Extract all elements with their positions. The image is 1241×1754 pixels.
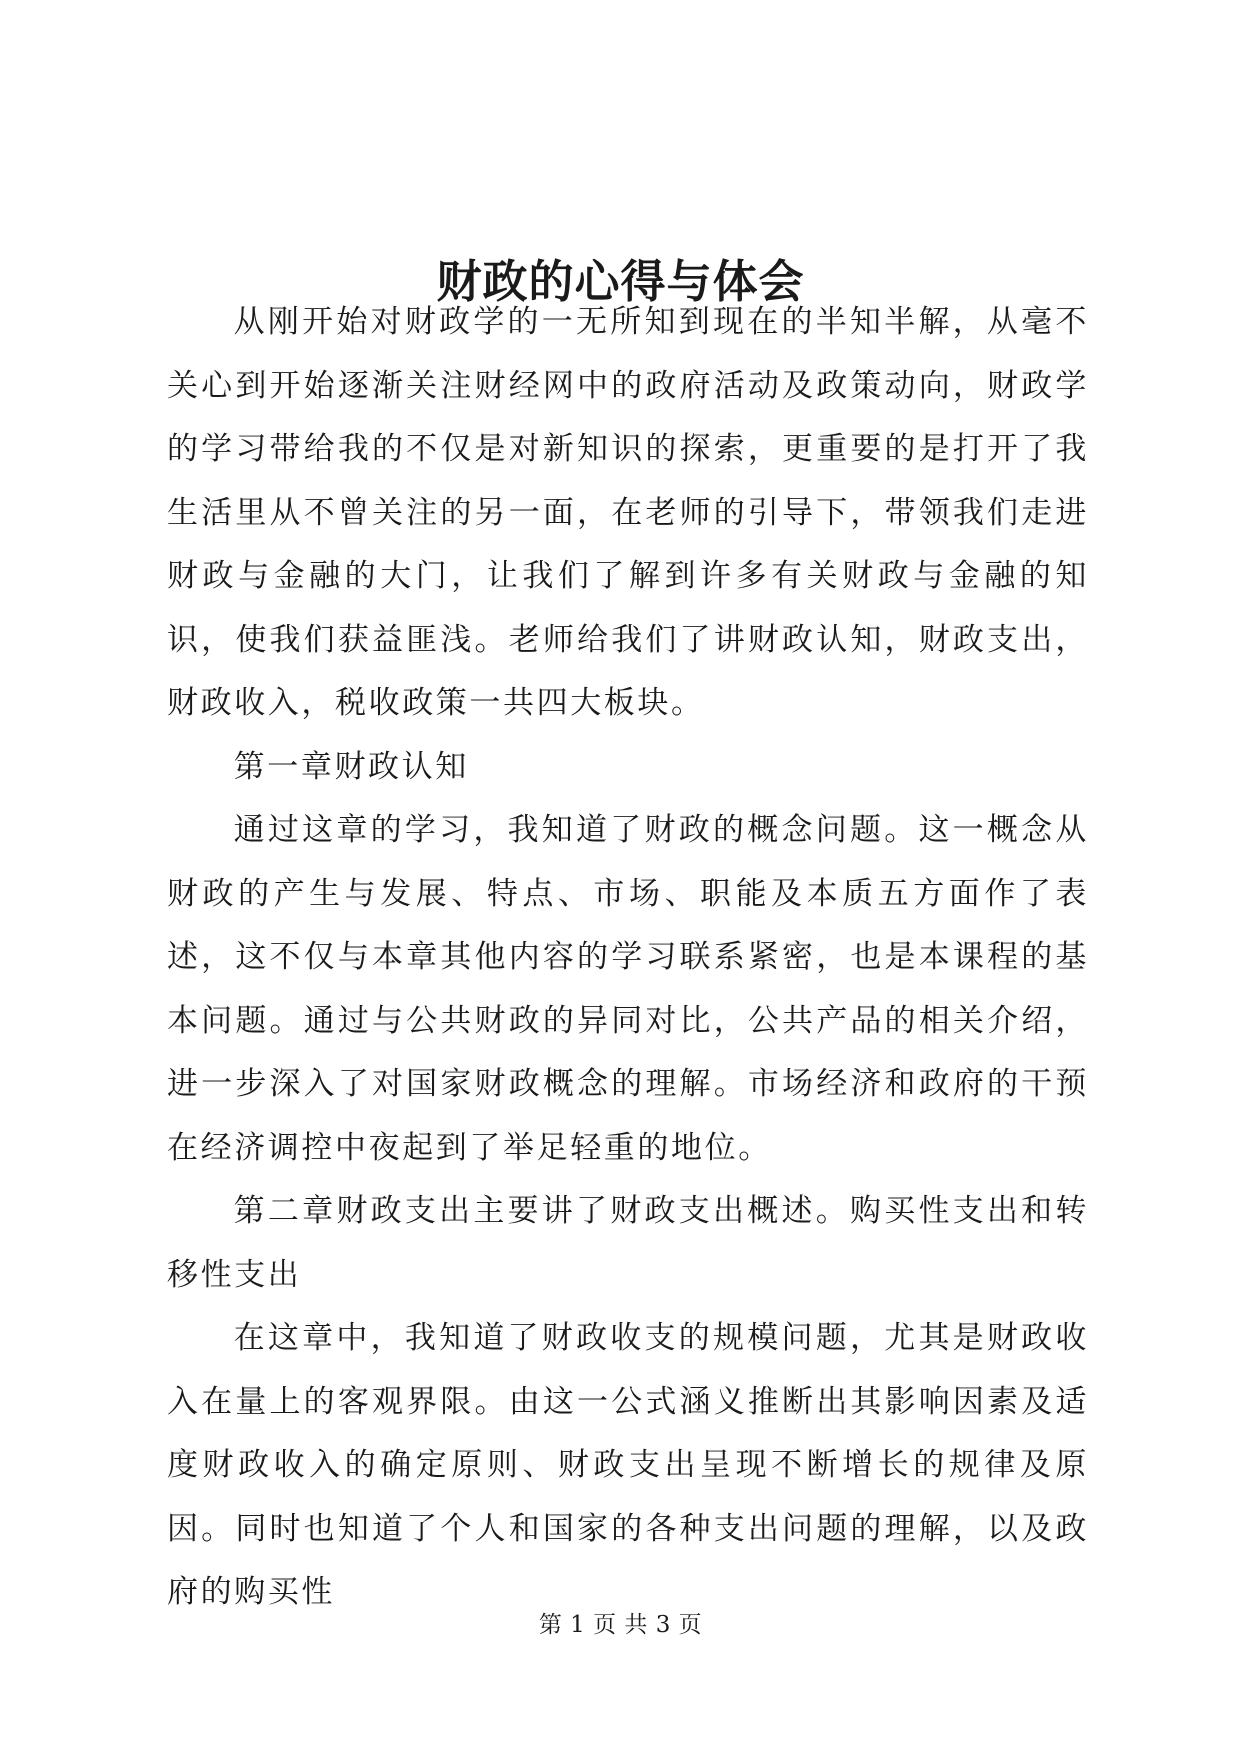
document-title: 财政的心得与体会 [436, 255, 805, 309]
document-body [167, 291, 1089, 1625]
paragraph-chapter-two-heading: 第二章财政支出主要讲了财政支出概述。购买性支出和转移性支出 [167, 1193, 1089, 1293]
paragraph-chapter-one-content: 通过这章的学习，我知道了财政的概念问题。这一概念从财政的产生与发展、特点、市场、职能及本质五方面作了表述，这不仅与本章其他内容的学习联系紧密，也是本课程的基本问题。通过与公共财政的异同对比，公共产品的相关介绍，进一步深入了对国家财政概念的理解。市场经济和政府的干预在经济调控中夜起到了举足轻重的地位。 [167, 812, 1089, 1166]
paragraph-chapter-one-heading: 第一章财政认知 [233, 748, 469, 785]
paragraph-chapter-two-content: 在这章中，我知道了财政收支的规模问题，尤其是财政收入在量上的客观界限。由这一公式涵义推断出其影响因素及适度财政收入的确定原则、财政支出呈现不断增长的规律及原因。同时也知道了个人和国家的各种支出问题的理解，以及政府的购买性 [167, 1320, 1089, 1610]
page-footer: 第 1 页 共 3 页 [538, 1612, 703, 1638]
paragraph-intro: 从刚开始对财政学的一无所知到现在的半知半解，从毫不关心到开始逐渐关注财经网中的政府活动及政策动向，财政学的学习带给我的不仅是对新知识的探索，更重要的是打开了我生活里从不曾关注的另一面，在老师的引导下，带领我们走进财政与金融的大门，让我们了解到许多有关财政与金融的知识，使我们获益匪浅。老师给我们了讲财政认知，财政支出，财政收入，税收政策一共四大板块。 [167, 304, 1089, 721]
